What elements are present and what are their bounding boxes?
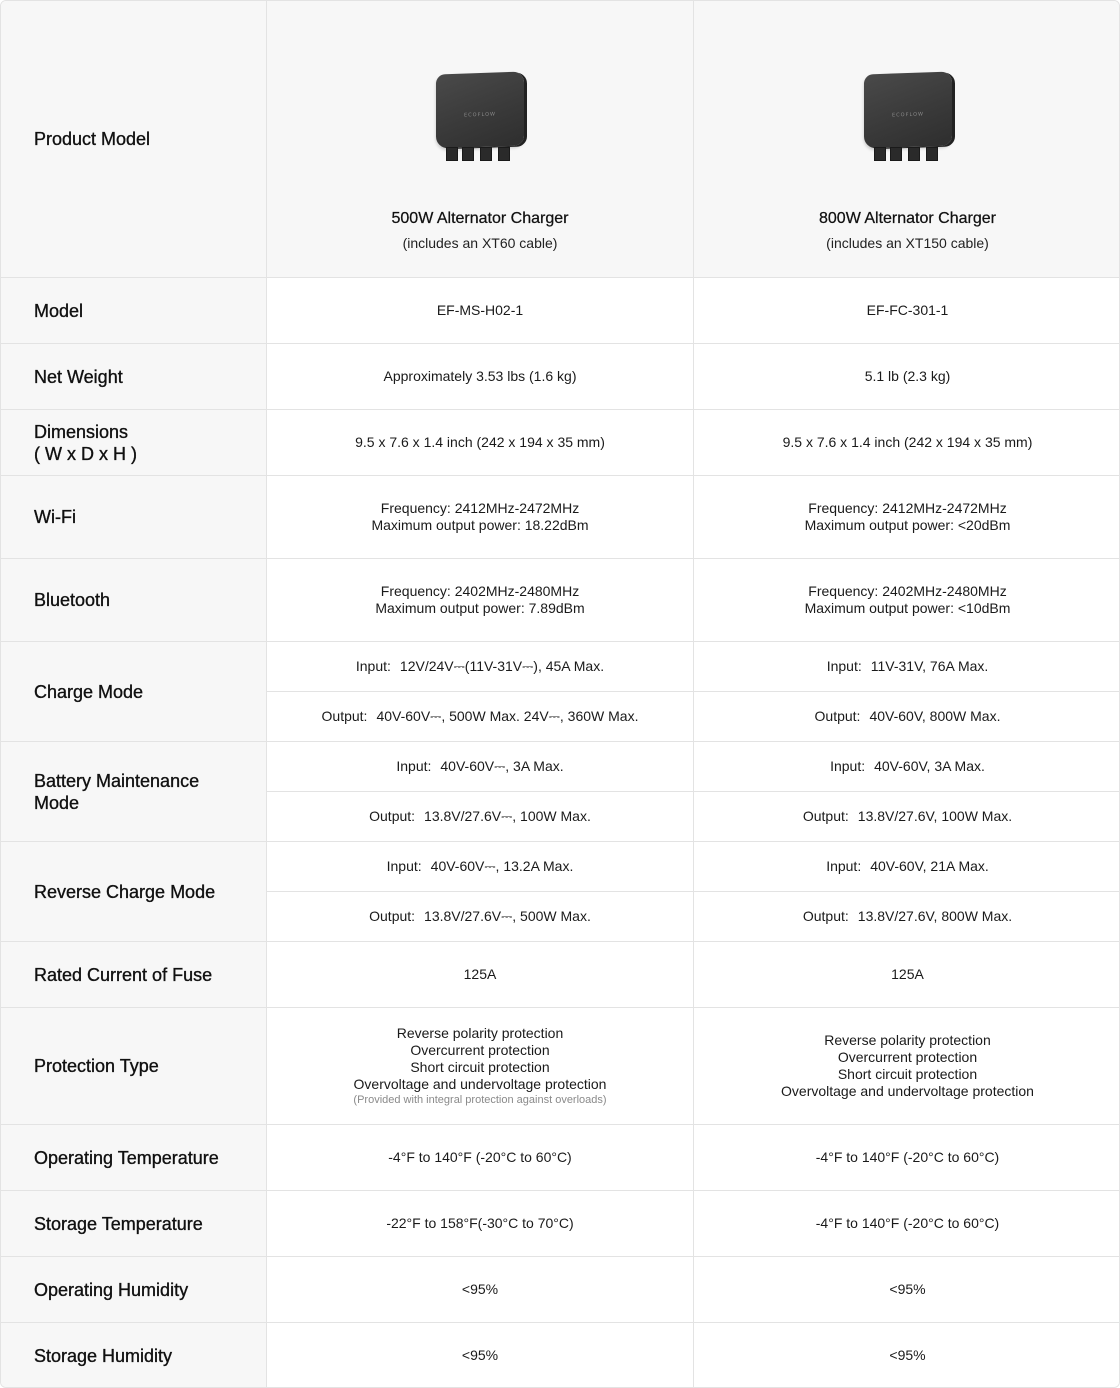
protection-item: Overvoltage and undervoltage protection xyxy=(781,1083,1034,1099)
output-value: 13.8V/27.6V, 100W Max. xyxy=(857,808,1013,824)
product-name: 500W Alternator Charger xyxy=(391,210,569,227)
input-value: 40V-60V, 21A Max. xyxy=(870,858,989,874)
bluetooth-frequency: Frequency: 2402MHz-2480MHz xyxy=(380,583,580,599)
row-label-wifi: Wi-Fi xyxy=(1,476,267,559)
input-key: Input: xyxy=(826,658,862,674)
bluetooth-max-power: Maximum output power: <10dBm xyxy=(804,600,1011,616)
device-port xyxy=(926,147,938,161)
battery-maintenance-label-line2: Mode xyxy=(34,792,80,813)
reverse-charge-output-800w xyxy=(694,892,1120,942)
input-value: 11V-31V, 76A Max. xyxy=(870,658,989,674)
wifi-frequency: Frequency: 2412MHz-2472MHz xyxy=(808,500,1007,516)
product-header-800w xyxy=(694,1,1120,278)
battery-maintenance-input-500w xyxy=(267,742,694,792)
device-body xyxy=(436,71,524,148)
device-port xyxy=(480,147,492,161)
storage-temperature-value-800w: -4°F to 140°F (-20°C to 60°C) xyxy=(694,1191,1120,1257)
device-logo: ECOFLOW xyxy=(891,111,924,119)
output-value: 40V-60V, 800W Max. xyxy=(869,708,1001,724)
product-model-label-text: Product Model xyxy=(34,129,151,149)
input-key: Input: xyxy=(355,658,391,674)
bluetooth-value-800w xyxy=(694,559,1120,642)
output-value: 13.8V/27.6V⎓, 500W Max. xyxy=(424,908,591,924)
battery-maintenance-output-800w xyxy=(694,792,1120,842)
output-key: Output: xyxy=(814,708,861,724)
storage-humidity-value-800w: <95% xyxy=(694,1323,1120,1388)
wifi-value-500w xyxy=(267,476,694,559)
reverse-charge-input-500w xyxy=(267,842,694,892)
alternator-charger-500w-image xyxy=(432,71,528,165)
product-model-label xyxy=(1,1,267,278)
protection-item: Reverse polarity protection xyxy=(396,1025,564,1041)
dimensions-value-800w: 9.5 x 7.6 x 1.4 inch (242 x 194 x 35 mm) xyxy=(694,410,1120,476)
device-port xyxy=(498,147,510,161)
product-note: (includes an XT60 cable) xyxy=(402,235,558,251)
wifi-max-power: Maximum output power: 18.22dBm xyxy=(371,517,589,533)
alternator-charger-800w-image xyxy=(860,71,956,165)
protection-item: Short circuit protection xyxy=(837,1066,978,1082)
row-label-protection-type: Protection Type xyxy=(1,1008,267,1125)
input-value: 40V-60V, 3A Max. xyxy=(874,758,985,774)
device-port xyxy=(462,147,474,161)
output-key: Output: xyxy=(802,908,849,924)
battery-maintenance-label-line1: Battery Maintenance xyxy=(34,770,200,791)
battery-maintenance-output-500w xyxy=(267,792,694,842)
fuse-value-800w: 125A xyxy=(694,942,1120,1008)
row-label-operating-humidity: Operating Humidity xyxy=(1,1257,267,1323)
input-value: 40V-60V⎓, 3A Max. xyxy=(440,758,564,774)
output-value: 13.8V/27.6V⎓, 100W Max. xyxy=(424,808,591,824)
device-logo: ECOFLOW xyxy=(464,111,496,119)
bluetooth-frequency: Frequency: 2402MHz-2480MHz xyxy=(808,583,1007,599)
product-note: (includes an XT150 cable) xyxy=(826,235,989,251)
row-label-dimensions xyxy=(1,410,267,476)
protection-item: Overcurrent protection xyxy=(410,1042,550,1058)
row-label-bluetooth: Bluetooth xyxy=(1,559,267,642)
row-label-net-weight: Net Weight xyxy=(1,344,267,410)
input-key: Input: xyxy=(386,858,422,874)
protection-item: Short circuit protection xyxy=(410,1059,550,1075)
device-body xyxy=(864,71,952,148)
model-value-800w: EF-FC-301-1 xyxy=(694,278,1120,344)
input-key: Input: xyxy=(396,758,432,774)
device-port xyxy=(908,147,920,161)
operating-humidity-value-800w: <95% xyxy=(694,1257,1120,1323)
output-key: Output: xyxy=(321,708,368,724)
row-label-storage-temperature: Storage Temperature xyxy=(1,1191,267,1257)
product-header-500w xyxy=(267,1,694,278)
input-value: 40V-60V⎓, 13.2A Max. xyxy=(430,858,574,874)
battery-maintenance-input-800w xyxy=(694,742,1120,792)
model-value-500w: EF-MS-H02-1 xyxy=(267,278,694,344)
protection-value-800w xyxy=(694,1008,1120,1125)
output-key: Output: xyxy=(369,808,416,824)
net-weight-value-800w: 5.1 lb (2.3 kg) xyxy=(694,344,1120,410)
reverse-charge-output-500w xyxy=(267,892,694,942)
output-key: Output: xyxy=(369,908,416,924)
wifi-max-power: Maximum output power: <20dBm xyxy=(804,517,1011,533)
output-value: 40V-60V⎓, 500W Max. 24V⎓, 360W Max. xyxy=(376,708,639,724)
product-name: 800W Alternator Charger xyxy=(819,210,996,227)
storage-temperature-value-500w: -22°F to 158°F(-30°C to 70°C) xyxy=(267,1191,694,1257)
row-label-charge-mode: Charge Mode xyxy=(1,642,267,742)
protection-item: Overvoltage and undervoltage protection xyxy=(353,1076,607,1092)
row-label-battery-maintenance-mode xyxy=(1,742,267,842)
wifi-frequency: Frequency: 2412MHz-2472MHz xyxy=(380,500,580,516)
row-label-operating-temperature: Operating Temperature xyxy=(1,1125,267,1191)
protection-item: Reverse polarity protection xyxy=(824,1032,991,1048)
bluetooth-value-500w xyxy=(267,559,694,642)
device-port xyxy=(446,147,458,161)
output-key: Output: xyxy=(802,808,849,824)
dimensions-value-500w: 9.5 x 7.6 x 1.4 inch (242 x 194 x 35 mm) xyxy=(267,410,694,476)
net-weight-value-500w: Approximately 3.53 lbs (1.6 kg) xyxy=(267,344,694,410)
protection-item: Overcurrent protection xyxy=(837,1049,978,1065)
charge-mode-output-800w xyxy=(694,692,1120,742)
operating-temperature-value-500w: -4°F to 140°F (-20°C to 60°C) xyxy=(267,1125,694,1191)
reverse-charge-input-800w xyxy=(694,842,1120,892)
protection-value-500w xyxy=(267,1008,694,1125)
row-label-reverse-charge-mode: Reverse Charge Mode xyxy=(1,842,267,942)
input-value: 12V/24V⎓(11V-31V⎓), 45A Max. xyxy=(399,658,605,674)
operating-temperature-value-800w: -4°F to 140°F (-20°C to 60°C) xyxy=(694,1125,1120,1191)
output-value: 13.8V/27.6V, 800W Max. xyxy=(857,908,1013,924)
dimensions-label-line2: ( W x D x H ) xyxy=(34,443,137,464)
dimensions-label-line1: Dimensions xyxy=(34,421,129,442)
bluetooth-max-power: Maximum output power: 7.89dBm xyxy=(375,600,585,616)
protection-note: (Provided with integral protection against overloads) xyxy=(353,1094,607,1106)
charge-mode-output-500w xyxy=(267,692,694,742)
operating-humidity-value-500w: <95% xyxy=(267,1257,694,1323)
charge-mode-input-800w xyxy=(694,642,1120,692)
storage-humidity-value-500w: <95% xyxy=(267,1323,694,1388)
row-label-fuse: Rated Current of Fuse xyxy=(1,942,267,1008)
row-label-storage-humidity: Storage Humidity xyxy=(1,1323,267,1388)
device-port xyxy=(890,147,902,161)
device-port xyxy=(874,147,886,161)
fuse-value-500w: 125A xyxy=(267,942,694,1008)
wifi-value-800w xyxy=(694,476,1120,559)
row-label-model: Model xyxy=(1,278,267,344)
charge-mode-input-500w xyxy=(267,642,694,692)
input-key: Input: xyxy=(830,758,866,774)
input-key: Input: xyxy=(826,858,862,874)
